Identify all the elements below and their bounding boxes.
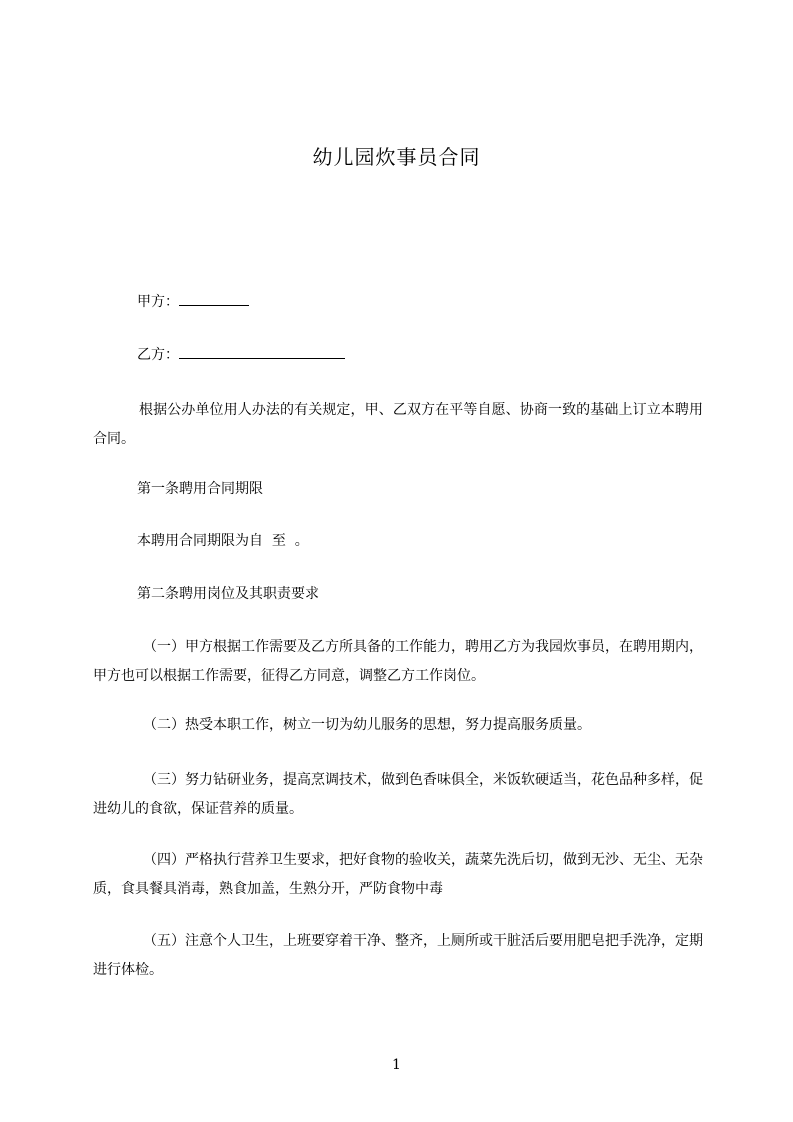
- clause-1: （一）甲方根据工作需要及乙方所具备的工作能力，聘用乙方为我园炊事员，在聘用期内，甲方也可以根据工作需要，征得乙方同意，调整乙方工作岗位。: [93, 639, 703, 684]
- party-a-label: 甲方：: [137, 294, 179, 310]
- article2-heading: 第二条聘用岗位及其职责要求: [137, 586, 319, 602]
- clause-2: （二）热受本职工作，树立一切为幼儿服务的思想，努力提高服务质量。: [143, 717, 591, 733]
- clause-5: （五）注意个人卫生，上班要穿着干净、整齐，上厕所或干脏活后要用肥皂把手洗净，定期进行体检。: [93, 933, 703, 978]
- document-title: 幼儿园炊事员合同: [312, 145, 481, 169]
- article1-text: 本聘用合同期限为自 至 。: [137, 533, 309, 549]
- party-b-blank: [179, 344, 345, 359]
- party-a-line: [137, 291, 249, 312]
- party-b-line: [137, 344, 345, 365]
- preamble-paragraph: 根据公办单位用人办法的有关规定，甲、乙双方在平等自愿、协商一致的基础上订立本聘用合同。: [93, 402, 703, 447]
- clause-3: （三）努力钻研业务，提高烹调技术，做到色香味俱全，米饭软硬适当，花色品种多样，促进幼儿的食欲，保证营养的质量。: [93, 772, 703, 817]
- party-b-label: 乙方：: [137, 347, 179, 363]
- party-a-blank: [179, 291, 249, 306]
- page-number: 1: [392, 1057, 401, 1073]
- article1-heading: 第一条聘用合同期限: [137, 481, 263, 497]
- clause-4: （四）严格执行营养卫生要求，把好食物的验收关，蔬菜先洗后切，做到无沙、无尘、无杂质，食具餐具消毒，熟食加盖，生熟分开，严防食物中毒: [93, 852, 703, 897]
